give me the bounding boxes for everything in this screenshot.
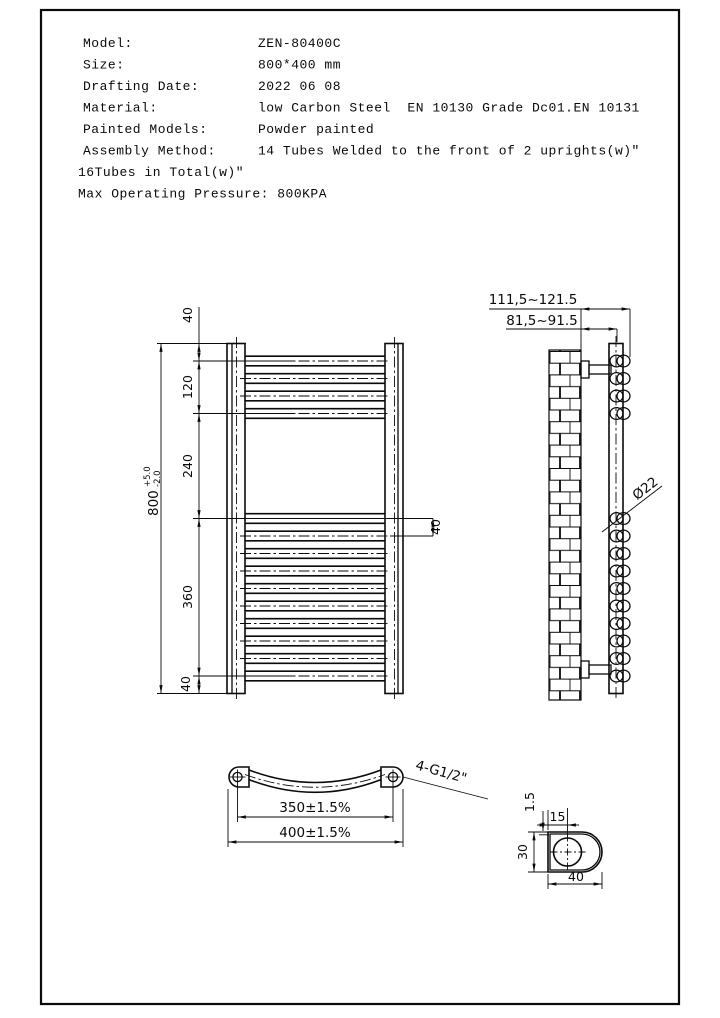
sheet-border <box>41 10 679 1004</box>
spec-label: Painted Models: <box>83 122 208 137</box>
bottom-wall-bracket <box>581 661 611 678</box>
dim-middle-gap: 240 <box>180 454 195 478</box>
dim-bottom-group: 360 <box>180 585 195 609</box>
spec-pressure: Max Operating Pressure: 800KPA <box>78 186 328 202</box>
spec-value: low Carbon Steel EN 10130 Grade Dc01.EN 10131 <box>258 100 640 116</box>
dim-connections: 4-G1/2" <box>413 757 469 787</box>
spec-value: 14 Tubes Welded to the front of 2 uprights(w)″ <box>258 143 640 159</box>
dim-wall-to-center: 81,5~91.5 <box>506 313 578 329</box>
spec-value: Powder painted <box>258 122 375 137</box>
spec-value: ZEN-80400C <box>258 36 342 51</box>
left-tap-connection <box>230 770 246 785</box>
front-view-chain-dimension <box>178 307 199 694</box>
dim-bottom-offset: 40 <box>178 676 193 692</box>
wall-section <box>549 350 581 700</box>
dim-wall-to-front: 111,5~121.5 <box>488 292 578 308</box>
dim-profile-width: 40 <box>568 869 584 884</box>
dim-top-offset: 40 <box>180 307 195 323</box>
top-wall-bracket <box>581 361 611 378</box>
svg-text:-2.0: -2.0 <box>153 470 163 487</box>
dim-tube-offset: 15 <box>549 809 566 824</box>
curved-tube-front-edge <box>249 770 381 783</box>
side-view <box>489 292 662 700</box>
spec-label: Assembly Method: <box>83 143 216 159</box>
dim-profile-depth: 30 <box>515 844 530 860</box>
dim-height <box>143 466 163 516</box>
front-view <box>143 307 443 700</box>
spec-label: Model: <box>83 36 133 51</box>
svg-text:800: 800 <box>146 490 162 516</box>
spec-note: 16Tubes in Total(w)″ <box>78 165 245 180</box>
svg-text:+5.0: +5.0 <box>143 466 153 487</box>
title-block <box>78 36 640 202</box>
spec-label: Drafting Date: <box>83 79 200 94</box>
spec-value: 800*400 mm <box>258 57 342 73</box>
dim-wall-thickness: 1.5 <box>522 792 537 812</box>
detail-view <box>515 792 602 889</box>
front-view-pitch-dimension <box>428 519 443 537</box>
spec-label: Material: <box>83 100 158 116</box>
dim-tube-diameter: Ø22 <box>629 473 662 504</box>
right-tap-connection <box>386 770 401 785</box>
front-view-height-dimension <box>143 344 163 694</box>
spec-label: Size: <box>83 57 125 73</box>
dim-overall-width: 400±1.5% <box>279 825 351 841</box>
dim-tap-centres: 350±1.5% <box>279 800 351 816</box>
dim-tube-pitch: 40 <box>428 519 443 535</box>
bottom-view-dimensions <box>228 757 488 847</box>
bottom-view <box>228 757 488 847</box>
spec-value: 2022 06 08 <box>258 79 342 94</box>
dim-top-group: 120 <box>180 375 195 399</box>
